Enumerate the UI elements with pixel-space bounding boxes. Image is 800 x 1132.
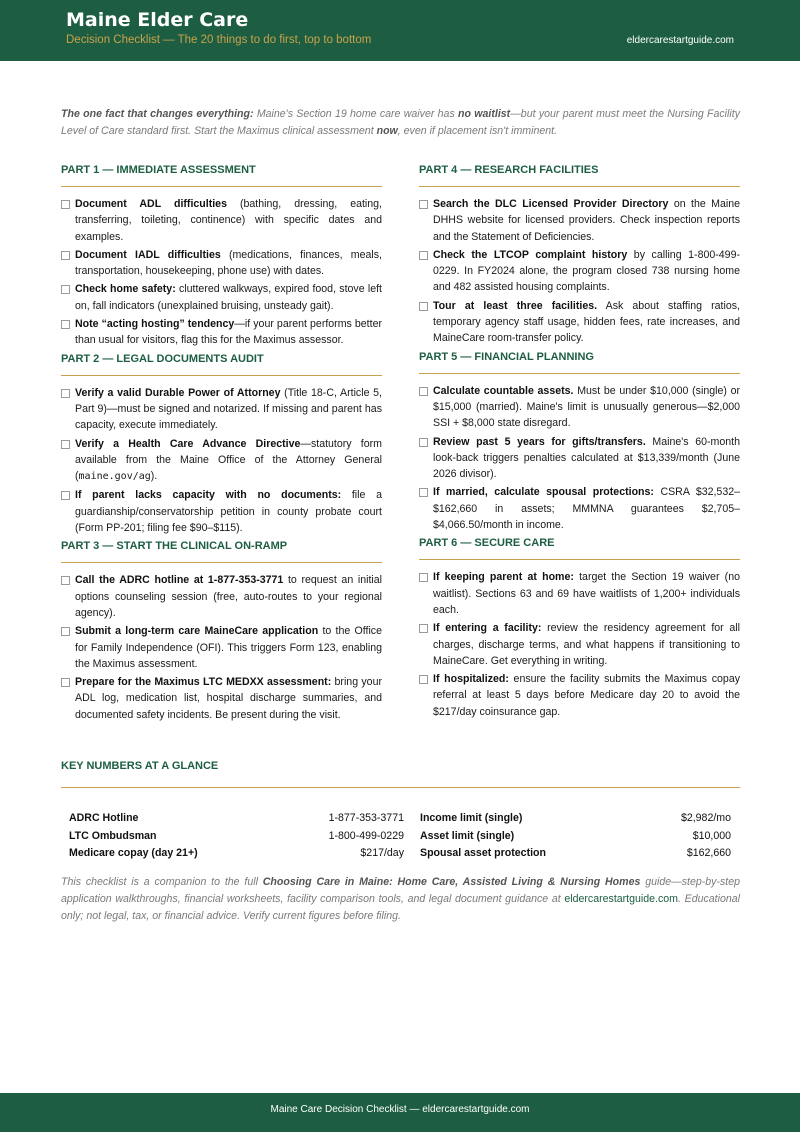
- checklist-item-heading: Review past 5 years for gifts/transfers.: [433, 435, 646, 448]
- section-part-2: [61, 351, 382, 537]
- section-part-6: [419, 535, 740, 720]
- checklist-item: [61, 487, 382, 536]
- key-number-value: 1-877-353-3771: [328, 812, 404, 824]
- section-title: PART 1 — IMMEDIATE ASSESSMENT: [61, 164, 256, 176]
- checkbox[interactable]: [61, 627, 70, 636]
- checklist-item-heading: Note “acting hosting” tendency: [75, 318, 235, 331]
- key-numbers-left: [69, 809, 404, 862]
- checklist-item-heading: If hospitalized:: [433, 673, 509, 686]
- key-number-label: LTC Ombudsman: [69, 829, 157, 842]
- key-numbers-divider: [61, 787, 740, 788]
- checklist-item-heading: Document IADL difficulties: [75, 248, 221, 261]
- intro-text-3: , even if placement isn't imminent.: [397, 125, 558, 137]
- intro-bold-2: now: [376, 125, 398, 137]
- checklist-item: [61, 281, 382, 314]
- key-number-value: $217/day: [360, 847, 404, 859]
- left-column: [61, 161, 382, 725]
- checklist-item: [61, 247, 382, 280]
- checkbox[interactable]: [419, 438, 428, 447]
- checklist-item-text: (Title 18-C, Article 5, Part 9)—must be signed and notarized. If missing and parent has capacity, execute immediately.: [75, 386, 382, 432]
- footnote-text-1: This checklist is a companion to the full: [61, 876, 263, 888]
- intro-text-1: Maine's Section 19 home care waiver has: [253, 108, 459, 120]
- key-number-value: $10,000: [692, 829, 731, 842]
- key-number-row: [69, 809, 404, 827]
- right-column: [419, 161, 740, 722]
- checklist-item: [419, 196, 740, 245]
- checklist-item-text: (bathing, dressing, eating, transferring, toileting, continence) with specific dates and examples.: [75, 198, 382, 243]
- checklist-item: [61, 385, 382, 434]
- checkbox[interactable]: [61, 200, 70, 209]
- checkbox[interactable]: [61, 576, 70, 585]
- key-number-value: $2,982/mo: [680, 812, 731, 824]
- checklist-item-heading: Prepare for the Maximus LTC MEDXX assessment:: [75, 676, 332, 689]
- checklist-item-text: cluttered walkways, expired food, stove left on, fall indicators (unexplained bruising, unsteady gait).: [75, 283, 382, 312]
- key-number-row: [420, 844, 731, 862]
- footnote: [61, 874, 740, 925]
- checklist-item-text: —if your parent performs better than usual for visitors, flag this for the Maximus assessor.: [75, 318, 382, 347]
- section-divider: [419, 373, 740, 374]
- checklist-item-heading: If keeping parent at home:: [433, 571, 574, 584]
- checkbox[interactable]: [419, 488, 428, 497]
- checklist-item: [419, 434, 740, 483]
- checklist-item-heading: Search the DLC Licensed Provider Directory: [433, 198, 669, 210]
- checkbox[interactable]: [419, 573, 428, 582]
- checklist-item-text: review the residency agreement for all charges, discharge terms, and what happens if transitioning to MaineCare. Get everything in writing.: [433, 622, 740, 667]
- checklist-item: [61, 674, 382, 723]
- checkbox[interactable]: [61, 320, 70, 329]
- checklist-item-heading: If married, calculate spousal protections:: [433, 486, 654, 499]
- checklist-item-heading: If parent lacks capacity with no documents:: [75, 489, 342, 502]
- page-footer: [0, 1093, 800, 1132]
- checklist-item-text: file a guardianship/conservatorship petition in county probate court (Form PP-201; filing fee $90–$115).: [75, 489, 383, 535]
- section-title: PART 5 — FINANCIAL PLANNING: [419, 350, 594, 363]
- footnote-text-2: guide—step-by-step application walkthroughs, financial worksheets, facility comparison tools, and legal document guidance at: [61, 876, 741, 905]
- checklist-item-heading: Calculate countable assets.: [433, 384, 574, 397]
- checklist-item-heading: If entering a facility:: [433, 622, 542, 635]
- checkbox[interactable]: [419, 200, 428, 209]
- checklist-item-heading: Call the ADRC hotline at 1-877-353-3771: [75, 574, 284, 587]
- checklist-item-text: (medications, finances, meals, transportation, housekeeping, phone use) with dates.: [75, 248, 382, 278]
- checklist-item-text: CSRA $32,532–$162,660 in assets; MMMNA guarantees $2,705–$4,066.50/month in income.: [433, 486, 741, 532]
- checklist-item-text: to request an initial options counseling session (free, auto-routes to your regional agency).: [75, 574, 382, 619]
- checklist-item-heading: Submit a long-term care MaineCare application: [75, 625, 319, 638]
- footnote-text-3: . Educational only; not legal, tax, or financial advice. Verify current figures before filing.: [61, 893, 740, 922]
- footer-text: Maine Care Decision Checklist — eldercarestartguide.com: [270, 1104, 530, 1115]
- intro-bold-1: no waitlist: [458, 108, 511, 120]
- section-divider: [61, 186, 382, 187]
- checklist-item-text: —statutory form available from the Maine Office of the Attorney General (: [75, 437, 382, 483]
- checklist-item-url: maine.gov/ag: [78, 471, 151, 483]
- checkbox[interactable]: [61, 491, 70, 500]
- key-number-value: $162,660: [686, 847, 731, 859]
- checkbox[interactable]: [61, 678, 70, 687]
- checkbox[interactable]: [419, 624, 428, 633]
- key-number-label: ADRC Hotline: [69, 812, 139, 824]
- page-header: [0, 0, 800, 61]
- header-subtitle: Decision Checklist — The 20 things to do first, top to bottom: [66, 34, 372, 46]
- key-number-label: Spousal asset protection: [420, 847, 546, 859]
- checklist-item: [61, 623, 382, 672]
- checkbox[interactable]: [61, 285, 70, 294]
- checklist-item: [61, 572, 382, 621]
- checklist-item-text: target the Section 19 waiver (no waitlist). Sections 63 and 69 have waitlists of 1,200+ individuals each.: [433, 571, 740, 616]
- section-title: PART 6 — SECURE CARE: [419, 537, 555, 550]
- key-number-row: [420, 827, 731, 845]
- section-title: PART 2 — LEGAL DOCUMENTS AUDIT: [61, 352, 264, 365]
- checklist-item-heading: Tour at least three facilities.: [433, 299, 598, 312]
- header-site-url: eldercarestartguide.com: [626, 35, 734, 46]
- checklist-item-text: ensure the facility submits the Maximus copay referral at least 5 days before Medicare day 20 to avoid the $217/day coinsurance gap.: [433, 673, 741, 718]
- key-number-row: [420, 809, 731, 827]
- checkbox[interactable]: [61, 251, 70, 260]
- section-divider: [61, 375, 382, 376]
- checklist-item-heading: Check the LTCOP complaint history: [433, 248, 628, 261]
- section-title: PART 4 — RESEARCH FACILITIES: [419, 164, 599, 176]
- checklist-item: [419, 569, 740, 618]
- checklist-item: [419, 247, 740, 296]
- checklist-item-heading: Verify a Health Care Advance Directive: [75, 437, 301, 450]
- intro-paragraph: [61, 106, 740, 140]
- section-divider: [61, 562, 382, 563]
- section-title: PART 3 — START THE CLINICAL ON-RAMP: [61, 540, 288, 553]
- header-title: Maine Elder Care: [66, 9, 249, 31]
- footnote-guide-title: Choosing Care in Maine: Home Care, Assisted Living & Nursing Homes: [262, 876, 641, 888]
- checklist-item: [419, 671, 740, 720]
- section-divider: [419, 186, 740, 187]
- key-number-label: Medicare copay (day 21+): [69, 847, 198, 859]
- key-numbers-title: KEY NUMBERS AT A GLANCE: [61, 760, 219, 772]
- checkbox[interactable]: [419, 387, 428, 396]
- section-part-4: [419, 162, 740, 347]
- key-number-row: [69, 844, 404, 862]
- key-numbers-right: [420, 809, 731, 862]
- checklist-item-heading: Verify a valid Durable Power of Attorney: [75, 386, 281, 399]
- checklist-item-heading: Check home safety:: [75, 283, 176, 296]
- checklist-item-text: Ask about staffing ratios, temporary agency staff usage, hidden fees, rate increases, and MaineCare room-transfer policy.: [433, 299, 740, 345]
- checklist-item: [419, 298, 740, 347]
- checklist-item-text: Must be under $10,000 (single) or $15,000 (married). Maine's limit is unusually generous—$2,000 SSI + $8,000 state disregard.: [433, 384, 740, 430]
- checklist-item: [419, 484, 740, 533]
- intro-lead: The one fact that changes everything:: [61, 108, 254, 120]
- checkbox[interactable]: [419, 251, 428, 260]
- footnote-link[interactable]: eldercarestartguide.com: [564, 893, 679, 905]
- checklist-item-tail: ).: [150, 470, 158, 483]
- checkbox[interactable]: [61, 389, 70, 398]
- checklist-item: [419, 620, 740, 669]
- checklist-item-text: by calling 1-800-499-0229. In FY2024 alone, the program closed 738 nursing home and 482 assisted housing complaints.: [433, 248, 740, 294]
- checkbox[interactable]: [419, 302, 428, 311]
- section-divider: [419, 559, 740, 560]
- checklist-item: [61, 196, 382, 245]
- section-part-3: [61, 538, 382, 723]
- key-number-label: Income limit (single): [420, 812, 523, 824]
- checklist-item: [419, 383, 740, 432]
- checklist-item-text: Maine's 60-month look-back triggers penalties calculated at $13,339/month (June 2026 divisor).: [433, 435, 740, 481]
- key-number-row: [69, 827, 404, 845]
- checkbox[interactable]: [61, 440, 70, 449]
- section-part-1: [61, 162, 382, 349]
- checklist-item-heading: Document ADL difficulties: [75, 198, 227, 210]
- checklist-item-text: to the Office for Family Independence (OFI). This triggers Form 123, enabling the Maximus assessment.: [75, 625, 382, 670]
- checklist-item-text: bring your ADL log, medication list, hospital discharge summaries, and documented safety incidents. Be present during the visit.: [75, 676, 382, 721]
- checklist-item: [61, 436, 382, 486]
- checklist-item-text: on the Maine DHHS website for licensed providers. Check inspection reports and the Statement of Deficiencies.: [433, 198, 740, 243]
- key-number-value: 1-800-499-0229: [328, 829, 404, 842]
- checkbox[interactable]: [419, 675, 428, 684]
- key-number-label: Asset limit (single): [420, 829, 515, 842]
- section-part-5: [419, 349, 740, 534]
- intro-text-2: —but your parent must meet the Nursing Facility Level of Care standard first. Start the Maximus clinical assessment: [61, 108, 740, 137]
- checklist-item: [61, 316, 382, 349]
